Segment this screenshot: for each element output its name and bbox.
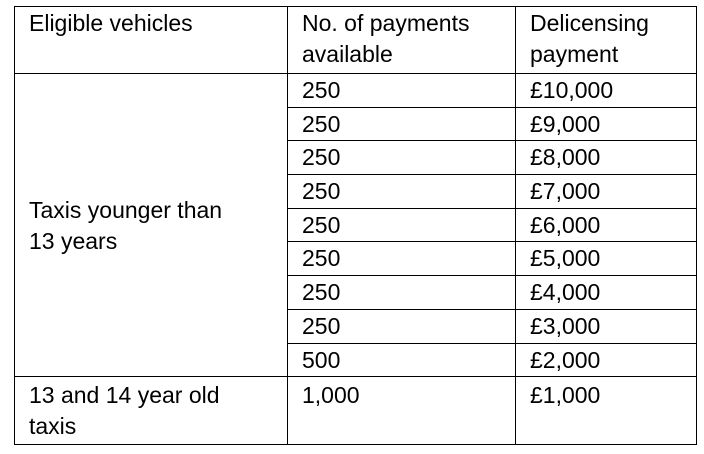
header-delicensing-line1: Delicensing [530,10,649,36]
header-payments-line1: No. of payments [302,10,470,36]
header-eligible-text: Eligible vehicles [29,10,193,36]
group2-label-line2: taxis [29,413,77,440]
payments-cell: 250 [288,276,516,310]
group2-label-line1: 13 and 14 year old [29,382,220,409]
payments-cell: 500 [288,343,516,377]
header-payments-available [288,7,516,74]
payments-cell: 250 [288,74,516,108]
payments-cell: 250 [288,242,516,276]
amount-cell: £1,000 [516,377,697,445]
payments-cell: 250 [288,309,516,343]
payments-cell: 250 [288,141,516,175]
amount-cell: £10,000 [516,74,697,108]
amount-cell: £6,000 [516,208,697,242]
group1-label-line2: 13 years [29,227,118,254]
eligible-group-13-14-year-taxis [15,377,288,445]
payments-cell: 1,000 [288,377,516,445]
group1-label-line1: Taxis younger than [29,196,223,223]
table-row [15,377,697,445]
table-header-row [15,7,697,74]
table-row [15,74,697,108]
delicensing-payments-table [14,6,697,445]
amount-cell: £4,000 [516,276,697,310]
header-delicensing-line2: payment [530,41,619,67]
eligible-group-taxis-under-13 [15,74,288,377]
amount-cell: £3,000 [516,309,697,343]
amount-cell: £8,000 [516,141,697,175]
amount-cell: £2,000 [516,343,697,377]
payments-cell: 250 [288,107,516,141]
header-payments-line2: available [302,41,393,67]
amount-cell: £9,000 [516,107,697,141]
header-eligible-vehicles [15,7,288,74]
payments-cell: 250 [288,175,516,209]
header-delicensing-payment [516,7,697,74]
amount-cell: £7,000 [516,175,697,209]
payments-cell: 250 [288,208,516,242]
amount-cell: £5,000 [516,242,697,276]
